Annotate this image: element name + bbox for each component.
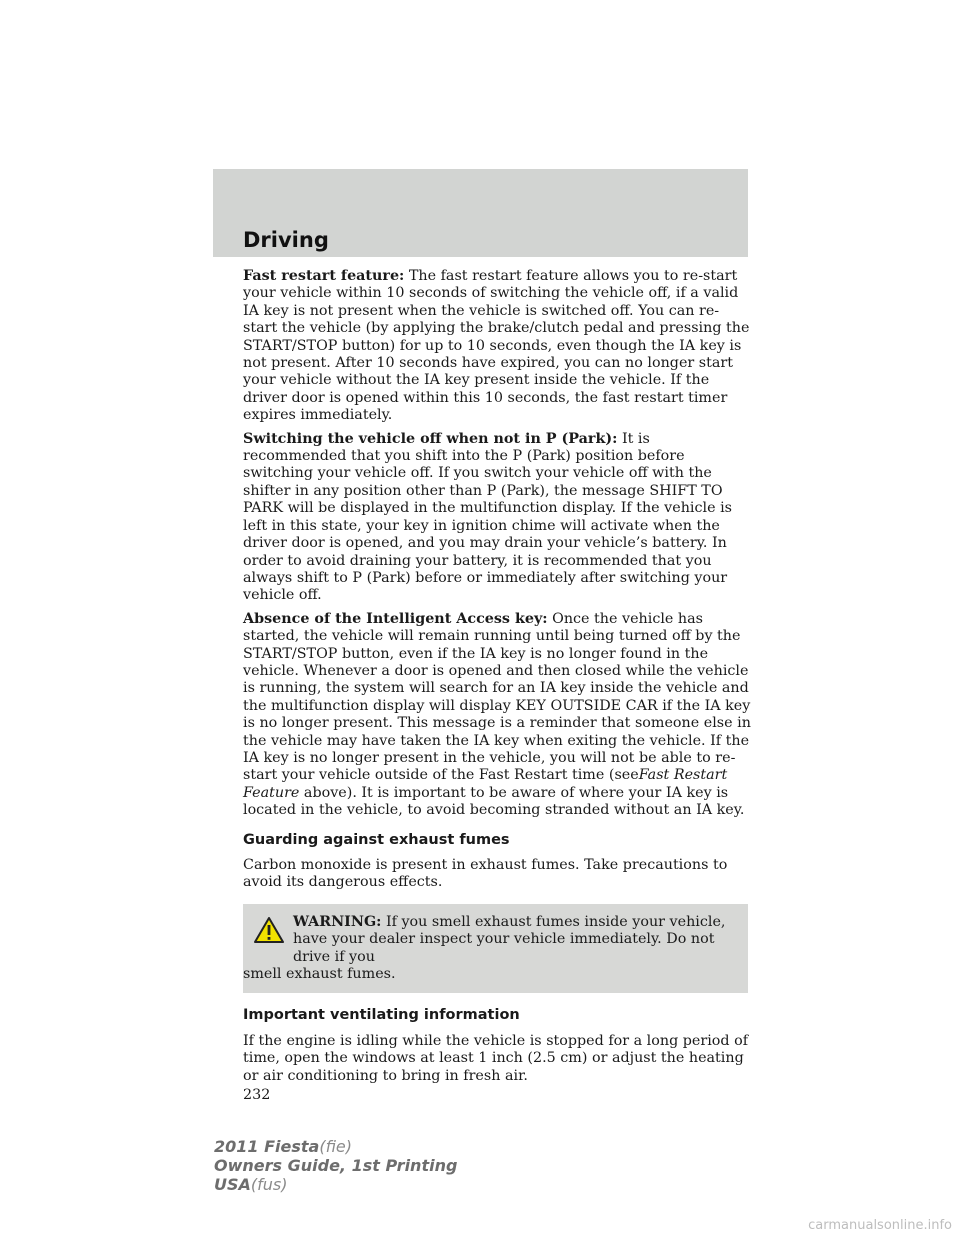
page-number: 232 <box>243 1087 271 1104</box>
absence-body-after: above). It is important to be aware of where your IA key is located in the vehicle, to avoid becoming stranded without an IA key. <box>243 784 745 819</box>
footer-line-3 <box>214 1175 457 1194</box>
footer-line-1 <box>214 1137 457 1156</box>
footer-model: 2011 Fiesta <box>214 1137 320 1156</box>
footer <box>214 1137 457 1194</box>
ventilating-heading: Important ventilating information <box>243 1007 520 1024</box>
warning-box <box>243 904 748 994</box>
fast-restart-title: Fast restart feature: <box>243 268 405 284</box>
warning-triangle-icon <box>253 916 285 944</box>
paragraph-switch-off <box>243 431 751 605</box>
footer-market: USA <box>214 1175 251 1194</box>
footer-line-2: Owners Guide, 1st Printing <box>214 1156 458 1175</box>
switch-off-body: It is recommended that you shift into the P (Park) position before switching your vehicle off. If you switch your vehicle off with the shifter in any position other than P (Park), the message SHIFT TO PARK will be displayed in the multifunction display. If the vehicle is left in this state, your key in ignition chime will activate when the driver door is opened, and you may drain your vehicle’s battery. In order to avoid draining your battery, it is recommended that you always shift to P (Park) before or immediately after switching your vehicle off. <box>243 430 732 604</box>
warning-text-rest: smell exhaust fumes. <box>243 966 396 983</box>
footer-model-code: (fie) <box>319 1137 353 1156</box>
exhaust-heading: Guarding against exhaust fumes <box>243 831 510 848</box>
absence-ref: Fast Restart Feature <box>243 767 728 801</box>
warning-text-first: If you smell exhaust fumes inside your vehicle, have your dealer inspect your vehicle immediately. Do not drive if you <box>293 913 726 965</box>
watermark: carmanualsonline.info <box>808 1218 952 1233</box>
absence-body-before: Once the vehicle has started, the vehicle will remain running until being turned off by the START/STOP button, even if the IA key is no longer found in the vehicle. Whenever a door is opened and then closed while the vehicle is running, the system will search for an IA key inside the vehicle and the multifunction display will display KEY OUTSIDE CAR if the IA key is no longer present. This message is a reminder that someone else in the vehicle may have taken the IA key when exiting the vehicle. If the IA key is no longer present in the vehicle, you will not be able to re-start your vehicle outside of the Fast Restart time (see <box>243 610 751 784</box>
paragraph-fast-restart <box>243 268 751 425</box>
absence-title: Absence of the Intelligent Access key: <box>243 610 548 627</box>
section-title: Driving <box>243 228 329 252</box>
paragraph-absence <box>243 611 751 820</box>
footer-market-code: (fus) <box>250 1175 288 1194</box>
exhaust-body: Carbon monoxide is present in exhaust fumes. Take precautions to avoid its dangerous effects. <box>243 857 728 891</box>
page-content <box>243 268 751 1104</box>
warning-label: WARNING: <box>293 913 382 930</box>
fast-restart-body: The fast restart feature allows you to re-start your vehicle within 10 seconds of switching the vehicle off, if a valid IA key is not present when the vehicle is switched off. You can re-start the vehicle (by applying the brake/clutch pedal and pressing the START/STOP button) for up to 10 seconds, even though the IA key is not present. After 10 seconds have expired, you can no longer start your vehicle without the IA key present inside the vehicle. If the driver door is opened within this 10 seconds, the fast restart timer expires immediately. <box>243 268 750 424</box>
switch-off-title: Switching the vehicle off when not in P (Park): <box>243 430 618 447</box>
warning-text <box>243 914 740 984</box>
ventilating-body: If the engine is idling while the vehicle is stopped for a long period of time, open the windows at least 1 inch (2.5 cm) or adjust the heating or air conditioning to bring in fresh air. <box>243 1032 748 1084</box>
